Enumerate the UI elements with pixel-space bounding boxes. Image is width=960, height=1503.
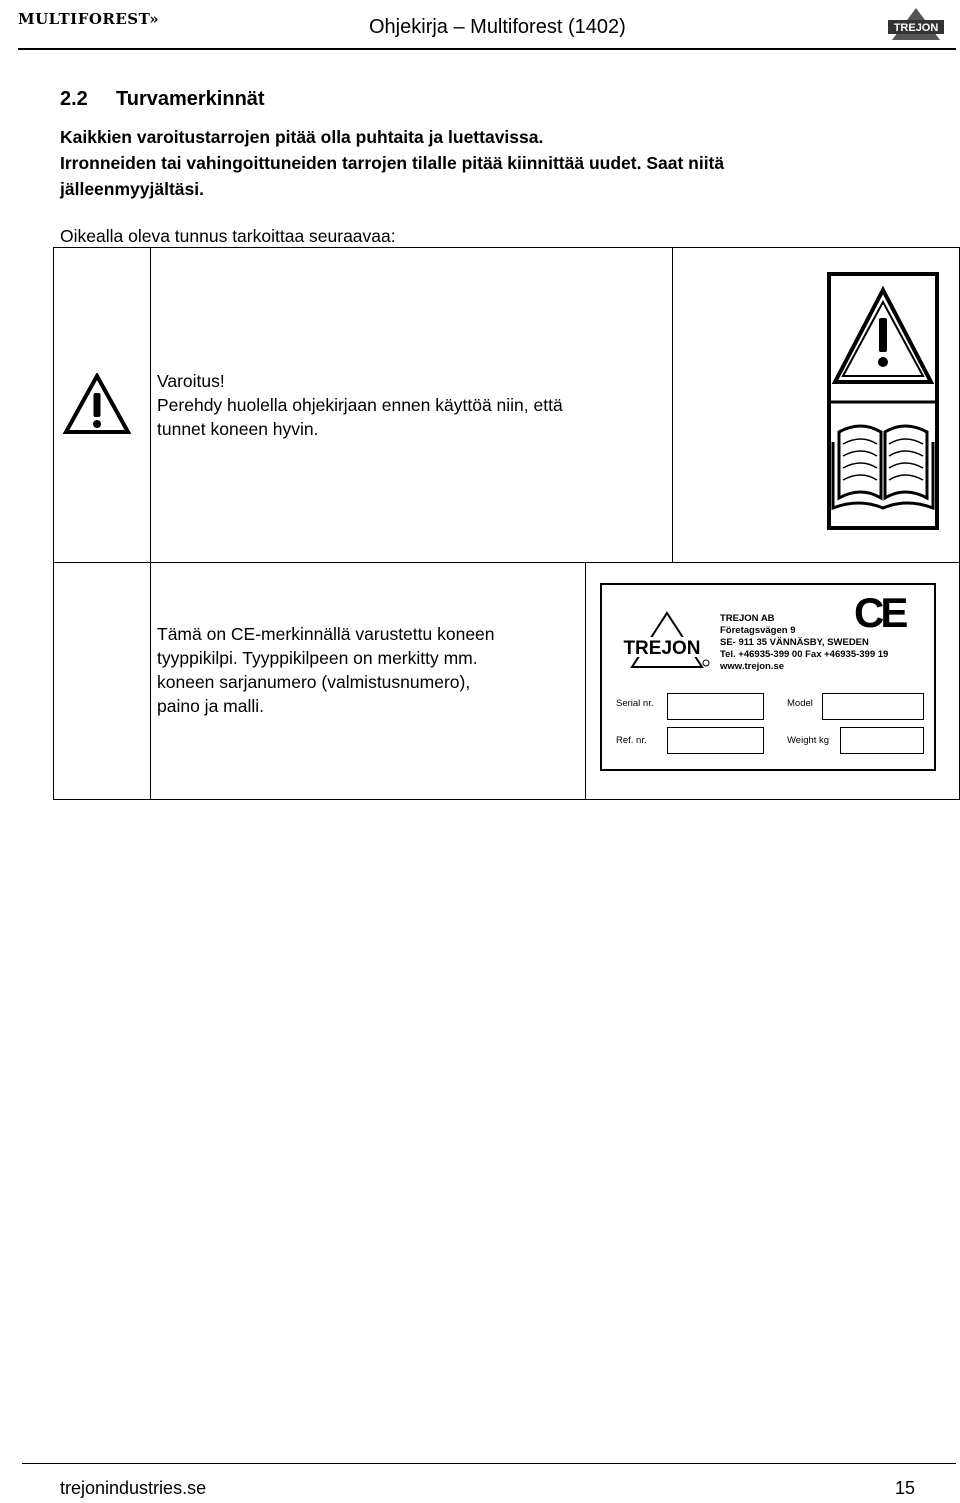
plate-line: Företagsvägen 9	[720, 625, 796, 636]
intro-line: Irronneiden tai vahingoittuneiden tarrojen tilalle pitää kiinnittää uudet. Saat niitä	[60, 153, 725, 173]
intro-line: Kaikkien varoitustarrojen pitää olla puhtaita ja luettavissa.	[60, 127, 544, 147]
plate-line: SE- 911 35 VÄNNÄSBY, SWEDEN	[720, 637, 869, 648]
ref-box	[667, 727, 764, 754]
text-line: paino ja malli.	[157, 696, 264, 716]
header-divider	[18, 48, 956, 50]
type-plate	[600, 583, 936, 771]
logo-wordmark: TREJON	[893, 22, 939, 34]
brand-logo-text: MULTIFOREST»	[18, 10, 160, 28]
page-number: 15	[895, 1478, 916, 1498]
weight-box	[840, 727, 924, 754]
label-cell	[672, 247, 960, 563]
warning-manual-label-icon	[827, 272, 939, 530]
description-cell	[150, 247, 673, 563]
typeplate-description	[157, 622, 581, 718]
ce-mark-icon: CE	[854, 589, 905, 636]
document-title: Ohjekirja – Multiforest (1402)	[369, 16, 626, 38]
text-line: tunnet koneen hyvin.	[157, 419, 319, 439]
trejon-logo-icon	[886, 6, 946, 42]
plate-logo-wordmark: TREJON	[623, 638, 701, 659]
intro-paragraph	[60, 124, 890, 202]
lead-sentence: Oikealla oleva tunnus tarkoittaa seuraavaa:	[60, 226, 396, 246]
icon-cell	[53, 247, 151, 563]
text-line: Tämä on CE-merkinnällä varustettu koneen	[157, 624, 495, 644]
text-line: tyyppikilpi. Tyyppikilpeen on merkitty mm.	[157, 648, 478, 668]
model-label: Model	[787, 698, 813, 709]
plate-line: www.trejon.se	[720, 661, 785, 672]
text-line: Perehdy huolella ohjekirjaan ennen käyttöä niin, että	[157, 395, 563, 415]
ref-label: Ref. nr.	[616, 735, 647, 746]
plate-line: TREJON AB	[720, 613, 775, 624]
weight-label: Weight kg	[787, 735, 830, 746]
model-box	[822, 693, 924, 720]
warning-triangle-icon	[63, 373, 131, 435]
text-line: koneen sarjanumero (valmistusnumero),	[157, 672, 471, 692]
description-cell	[150, 562, 586, 800]
serial-box	[667, 693, 764, 720]
icon-cell-empty	[53, 562, 151, 800]
warning-description	[157, 369, 667, 441]
intro-line: jälleenmyyjältäsi.	[60, 179, 204, 199]
section-title: Turvamerkinnät	[116, 88, 265, 110]
section-number: 2.2	[60, 88, 88, 110]
serial-label: Serial nr.	[616, 698, 654, 709]
text-line: Varoitus!	[157, 371, 225, 391]
footer-website: trejonindustries.se	[60, 1478, 207, 1498]
plate-line: Tel. +46935-399 00 Fax +46935-399 19	[720, 649, 889, 660]
footer-divider	[22, 1463, 956, 1464]
trejon-plate-logo-icon	[622, 611, 712, 671]
